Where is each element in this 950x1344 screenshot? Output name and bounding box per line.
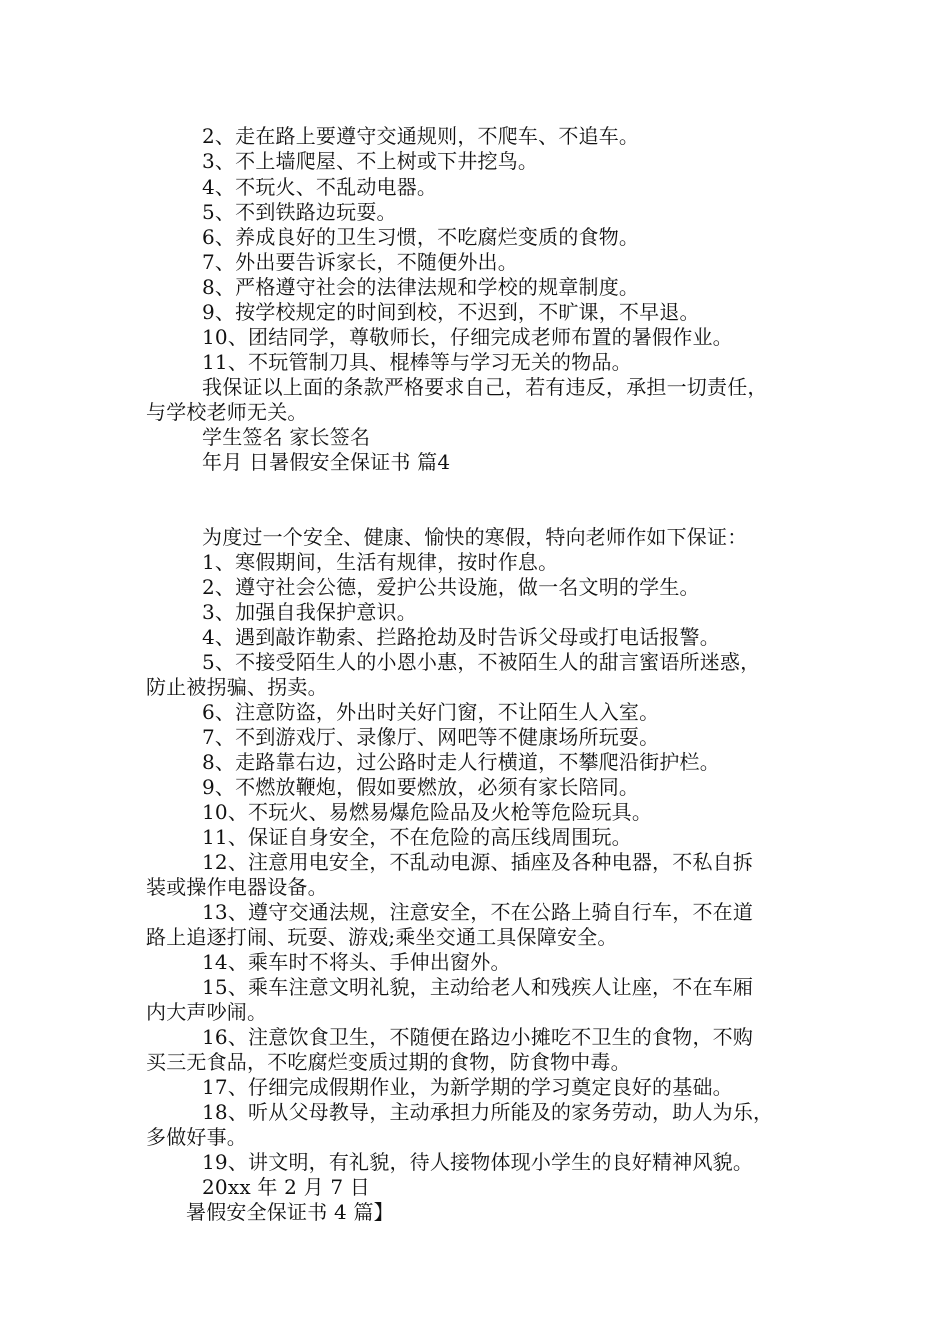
signature-line: 学生签名 家长签名: [202, 425, 371, 449]
pledge-item: 19、讲文明，有礼貌，待人接物体现小学生的良好精神风貌。: [202, 1150, 754, 1174]
pledge-item: 6、注意防盗，外出时关好门窗，不让陌生人入室。: [202, 700, 660, 724]
pledge-item: 1、寒假期间，生活有规律，按时作息。: [202, 550, 559, 574]
date-line: 20xx 年 2 月 7 日: [202, 1175, 371, 1199]
pledge-item: 5、不接受陌生人的小恩小惠，不被陌生人的甜言蜜语所迷惑，: [202, 650, 761, 674]
pledge-item-cont: 买三无食品，不吃腐烂变质过期的食物，防食物中毒。: [146, 1050, 631, 1074]
pledge-item-cont: 内大声吵闹。: [146, 1000, 268, 1024]
closing-title: 暑假安全保证书 4 篇】: [186, 1200, 394, 1224]
pledge-item: 16、注意饮食卫生，不随便在路边小摊吃不卫生的食物，不购: [202, 1025, 754, 1049]
pledge-item: 9、不燃放鞭炮，假如要燃放，必须有家长陪同。: [202, 775, 640, 799]
pledge-item-cont: 路上追逐打闹、玩耍、游戏;乘坐交通工具保障安全。: [146, 925, 618, 949]
pledge-item: 3、加强自我保护意识。: [202, 600, 417, 624]
rule-item: 4、不玩火、不乱动电器。: [202, 175, 438, 199]
pledge-item-cont: 多做好事。: [146, 1125, 247, 1149]
rule-item: 9、按学校规定的时间到校，不迟到，不旷课，不早退。: [202, 300, 700, 324]
pledge-item: 7、不到游戏厅、录像厅、网吧等不健康场所玩耍。: [202, 725, 660, 749]
pledge-item: 11、保证自身安全，不在危险的高压线周围玩。: [202, 825, 632, 849]
pledge-item: 4、遇到敲诈勒索、拦路抢劫及时告诉父母或打电话报警。: [202, 625, 720, 649]
pledge-text-cont: 与学校老师无关。: [146, 400, 308, 424]
pledge-item: 13、遵守交通法规，注意安全，不在公路上骑自行车，不在道: [202, 900, 754, 924]
pledge-item: 14、乘车时不将头、手伸出窗外。: [202, 950, 511, 974]
pledge-item: 12、注意用电安全，不乱动电源、插座及各种电器，不私自拆: [202, 850, 754, 874]
date-title-line: 年月 日暑假安全保证书 篇4: [202, 450, 451, 474]
rule-item: 11、不玩管制刀具、棍棒等与学习无关的物品。: [202, 350, 632, 374]
pledge-item: 15、乘车注意文明礼貌，主动给老人和残疾人让座，不在车厢: [202, 975, 754, 999]
pledge-item-cont: 防止被拐骗、拐卖。: [146, 675, 328, 699]
pledge-item: 10、不玩火、易燃易爆危险品及火枪等危险玩具。: [202, 800, 653, 824]
rule-item: 3、不上墙爬屋、不上树或下井挖鸟。: [202, 149, 539, 173]
rule-item: 8、严格遵守社会的法律法规和学校的规章制度。: [202, 275, 640, 299]
pledge-item: 8、走路靠右边，过公路时走人行横道，不攀爬沿街护栏。: [202, 750, 720, 774]
rule-item: 5、不到铁路边玩耍。: [202, 200, 397, 224]
rule-item: 2、走在路上要遵守交通规则，不爬车、不追车。: [202, 124, 640, 148]
intro-line: 为度过一个安全、健康、愉快的寒假，特向老师作如下保证：: [202, 525, 748, 549]
pledge-item: 18、听从父母教导，主动承担力所能及的家务劳动，助人为乐，: [202, 1100, 774, 1124]
pledge-item: 2、遵守社会公德，爱护公共设施，做一名文明的学生。: [202, 575, 700, 599]
rule-item: 6、养成良好的卫生习惯，不吃腐烂变质的食物。: [202, 225, 640, 249]
pledge-text: 我保证以上面的条款严格要求自己，若有违反，承担一切责任，: [202, 375, 768, 399]
pledge-item: 17、仔细完成假期作业，为新学期的学习奠定良好的基础。: [202, 1075, 733, 1099]
pledge-item-cont: 装或操作电器设备。: [146, 875, 328, 899]
rule-item: 7、外出要告诉家长，不随便外出。: [202, 250, 518, 274]
rule-item: 10、团结同学，尊敬师长，仔细完成老师布置的暑假作业。: [202, 325, 733, 349]
